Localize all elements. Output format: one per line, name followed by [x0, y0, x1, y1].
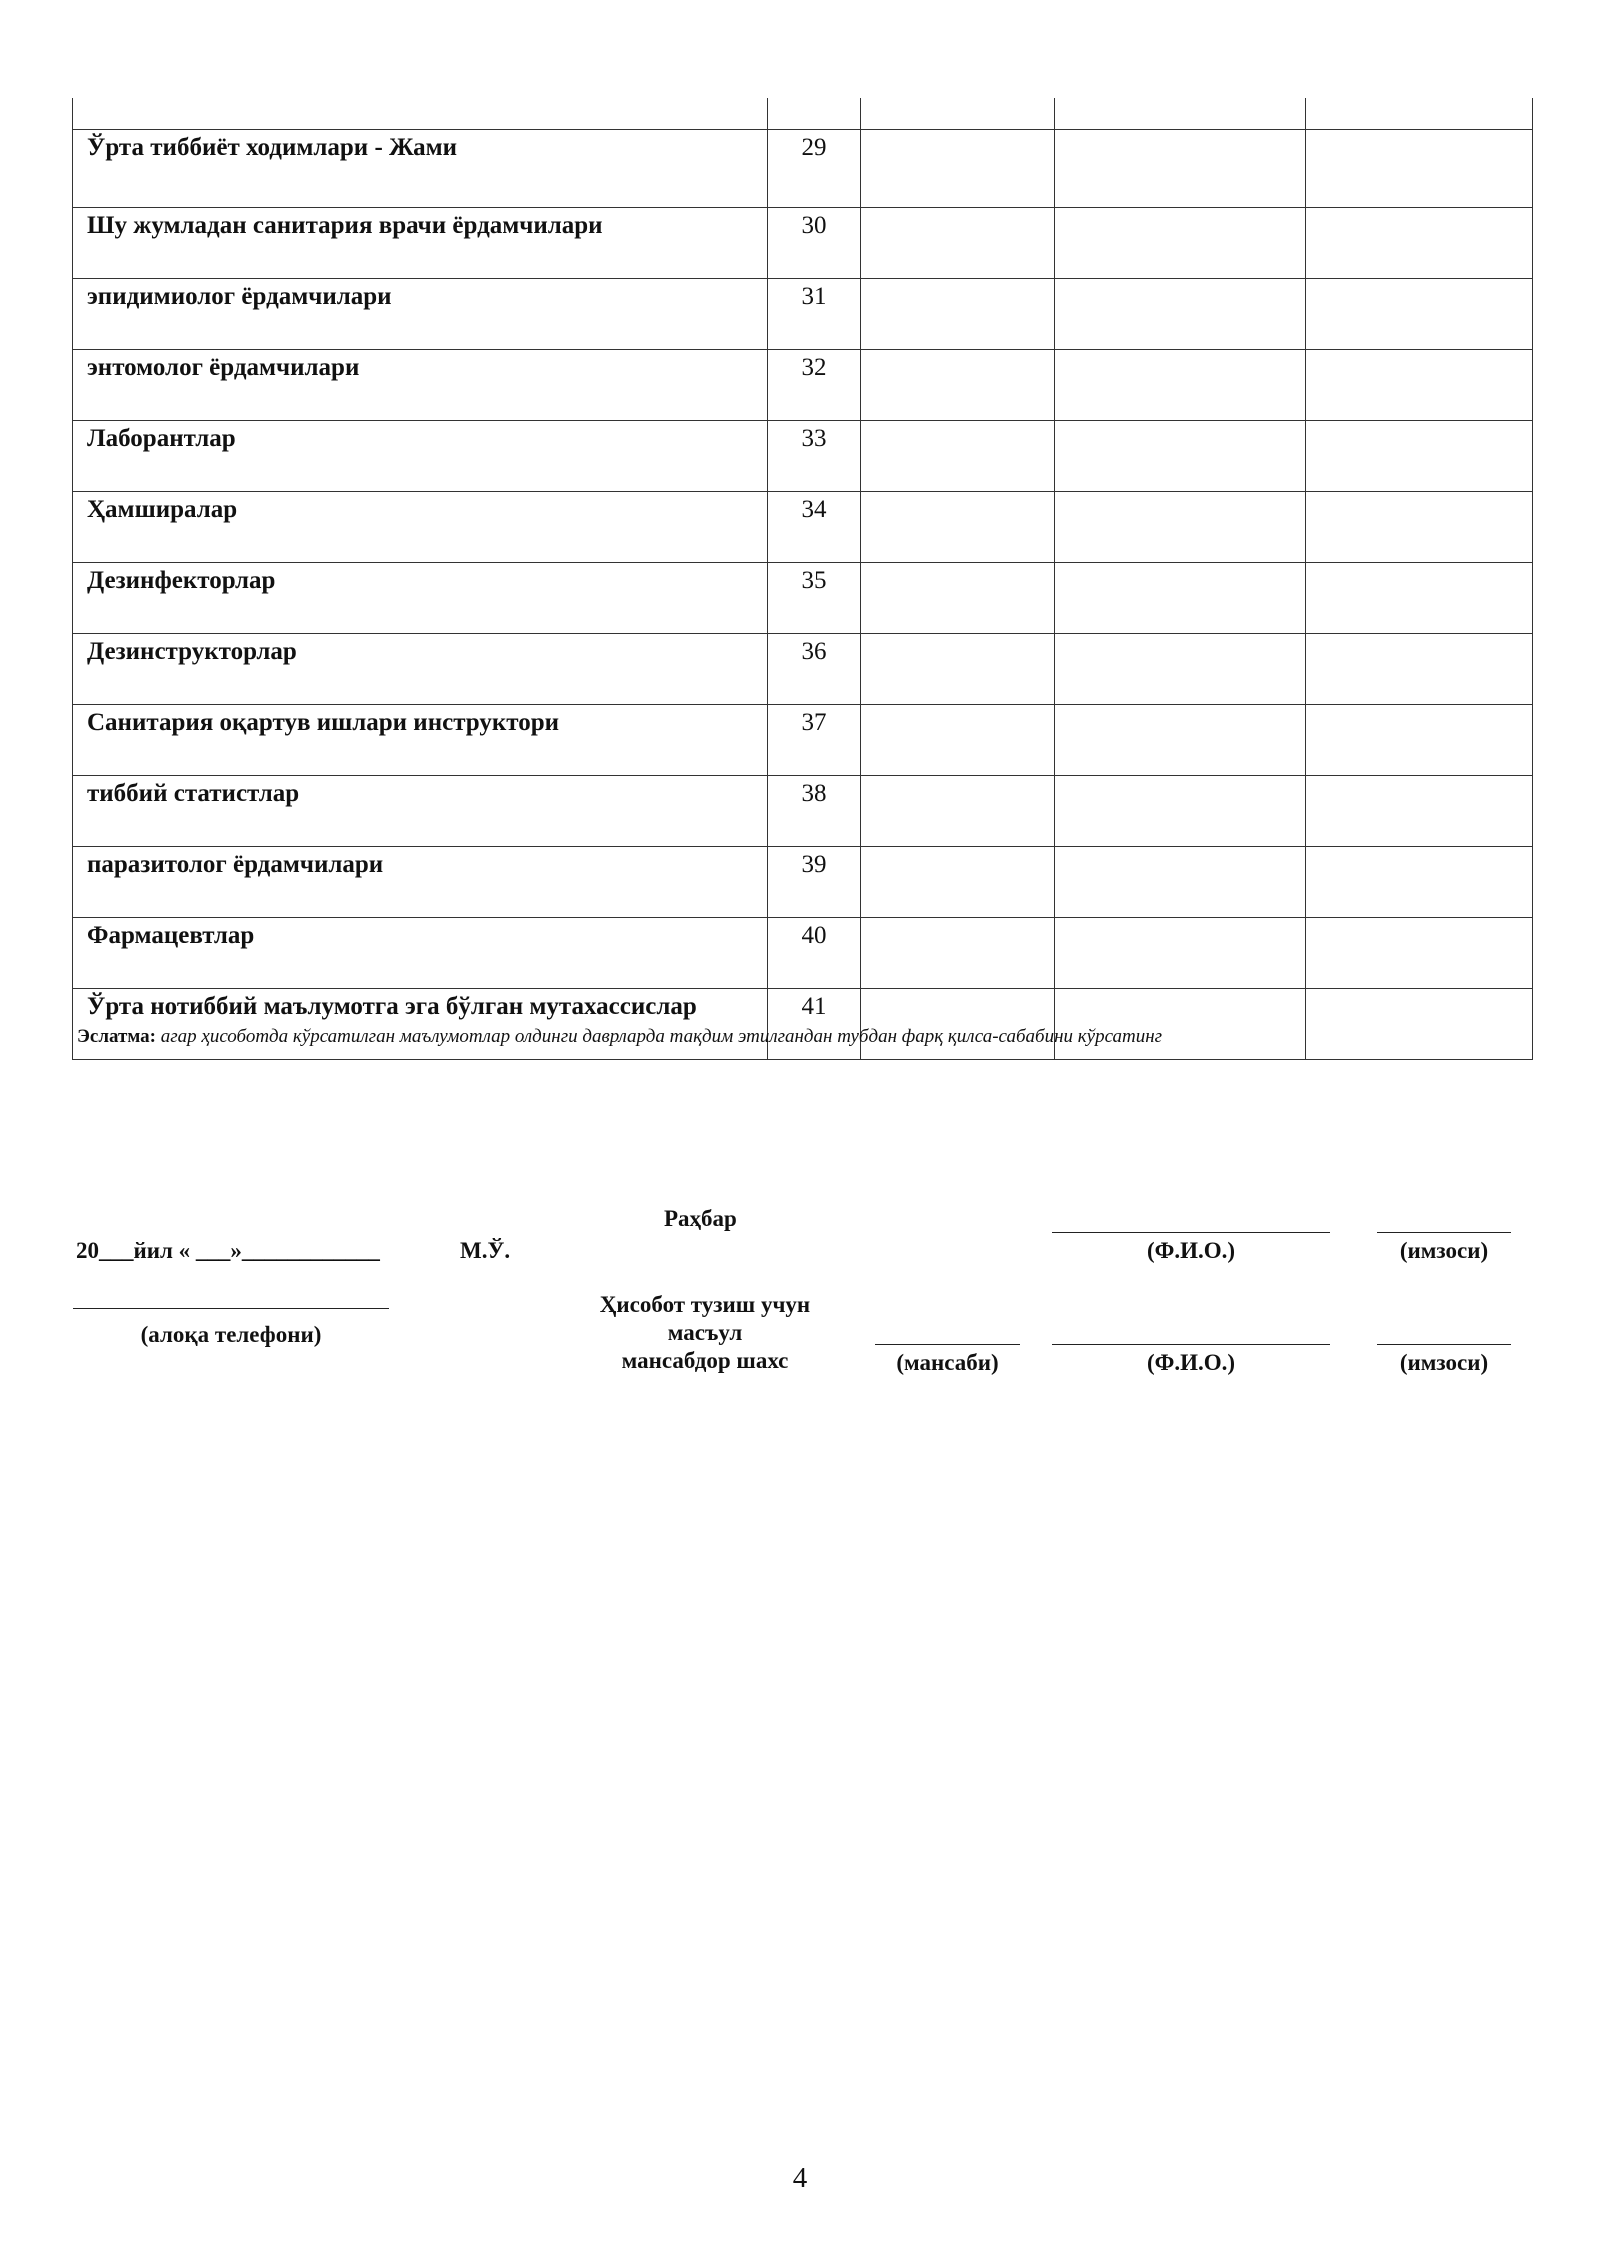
position-line [875, 1344, 1020, 1345]
head-signature-line [1377, 1232, 1511, 1233]
value-cell [861, 421, 1055, 492]
value-cell [1306, 563, 1533, 634]
row-code: 32 [768, 350, 861, 421]
table-row [73, 776, 1533, 847]
value-cell [1306, 350, 1533, 421]
row-code: 37 [768, 705, 861, 776]
table-row [73, 130, 1533, 208]
value-cell [861, 492, 1055, 563]
date-line: 20___йил « ___»____________ [76, 1238, 380, 1263]
table-row [73, 563, 1533, 634]
note [77, 1026, 1162, 1048]
table-row [73, 492, 1533, 563]
row-code: 29 [768, 130, 861, 208]
value-cell [861, 776, 1055, 847]
row-code: 35 [768, 563, 861, 634]
value-cell [1055, 350, 1306, 421]
row-code: 39 [768, 847, 861, 918]
table-row [73, 421, 1533, 492]
value-cell [861, 279, 1055, 350]
value-cell [1055, 492, 1306, 563]
row-label: Ўрта тиббиёт ходимлари - Жами [73, 130, 768, 208]
row-label: Санитария оқартув ишлари инструктори [73, 705, 768, 776]
row-label: Фармацевтлар [73, 918, 768, 989]
phone-label: (алоқа телефони) [140, 1322, 322, 1347]
value-cell [1055, 130, 1306, 208]
row-code: 34 [768, 492, 861, 563]
value-cell [1306, 847, 1533, 918]
value-cell [1306, 705, 1533, 776]
value-cell [1306, 918, 1533, 989]
table-row [73, 634, 1533, 705]
head-fio-line [1052, 1232, 1330, 1233]
resp-fio-label: (Ф.И.О.) [1146, 1350, 1236, 1375]
value-cell [1055, 847, 1306, 918]
table-row [73, 705, 1533, 776]
responsible-line-2: масъул [667, 1320, 743, 1345]
row-label: Лаборантлар [73, 421, 768, 492]
row-label: энтомолог ёрдамчилари [73, 350, 768, 421]
value-cell [861, 563, 1055, 634]
table-row [73, 279, 1533, 350]
value-cell [861, 208, 1055, 279]
signature-label: (имзоси) [1399, 1238, 1489, 1263]
position-label: (мансаби) [896, 1350, 999, 1375]
value-cell [1055, 279, 1306, 350]
value-cell [861, 918, 1055, 989]
table-row [73, 208, 1533, 279]
row-label: эпидимиолог ёрдамчилари [73, 279, 768, 350]
stamp-label: М.Ў. [460, 1238, 511, 1263]
row-label: Дезинструкторлар [73, 634, 768, 705]
value-cell [1055, 918, 1306, 989]
value-cell [1055, 776, 1306, 847]
row-label: Ҳамширалар [73, 492, 768, 563]
note-text: агар ҳисоботда кўрсатилган маълумотлар олдинги даврларда тақдим этилгандан тубдан фарқ қилса-сабабини кўрсатинг [160, 1026, 1163, 1047]
row-code: 40 [768, 918, 861, 989]
value-cell [1306, 492, 1533, 563]
value-cell [1055, 634, 1306, 705]
value-cell [861, 705, 1055, 776]
row-code: 41 [768, 989, 861, 1060]
responsible-line-3: мансабдор шахс [621, 1348, 789, 1373]
page-number: 4 [792, 2162, 808, 2194]
row-code: 30 [768, 208, 861, 279]
value-cell [861, 847, 1055, 918]
value-cell [1306, 421, 1533, 492]
row-label: Шу жумладан санитария врачи ёрдамчилари [73, 208, 768, 279]
row-code: 33 [768, 421, 861, 492]
table-row [73, 350, 1533, 421]
value-cell [861, 130, 1055, 208]
value-cell [1306, 989, 1533, 1060]
table-row [73, 989, 1533, 1060]
row-code: 38 [768, 776, 861, 847]
row-label: паразитолог ёрдамчилари [73, 847, 768, 918]
row-code: 36 [768, 634, 861, 705]
value-cell [1055, 208, 1306, 279]
value-cell [1306, 634, 1533, 705]
responsible-line-1: Ҳисобот тузиш учун [599, 1292, 811, 1317]
value-cell [861, 350, 1055, 421]
row-label: тиббий статистлар [73, 776, 768, 847]
value-cell [1055, 421, 1306, 492]
resp-fio-line [1052, 1344, 1330, 1345]
fio-label: (Ф.И.О.) [1146, 1238, 1236, 1263]
row-code: 31 [768, 279, 861, 350]
note-label: Эслатма: [77, 1026, 156, 1047]
value-cell [1055, 563, 1306, 634]
value-cell [1306, 776, 1533, 847]
table-row [73, 847, 1533, 918]
value-cell [1306, 279, 1533, 350]
value-cell [861, 989, 1055, 1060]
value-cell [1055, 989, 1306, 1060]
head-label: Раҳбар [664, 1206, 737, 1231]
table-row [73, 918, 1533, 989]
staff-table [72, 98, 1533, 1060]
value-cell [1306, 130, 1533, 208]
value-cell [1306, 208, 1533, 279]
row-label: Дезинфекторлар [73, 563, 768, 634]
value-cell [1055, 705, 1306, 776]
table-continuation-row [73, 98, 1533, 130]
value-cell [861, 634, 1055, 705]
phone-line [73, 1308, 389, 1309]
row-label: Ўрта нотиббий маълумотга эга бўлган мутахассислар [73, 989, 768, 1060]
resp-signature-line [1377, 1344, 1511, 1345]
resp-signature-label: (имзоси) [1399, 1350, 1489, 1375]
